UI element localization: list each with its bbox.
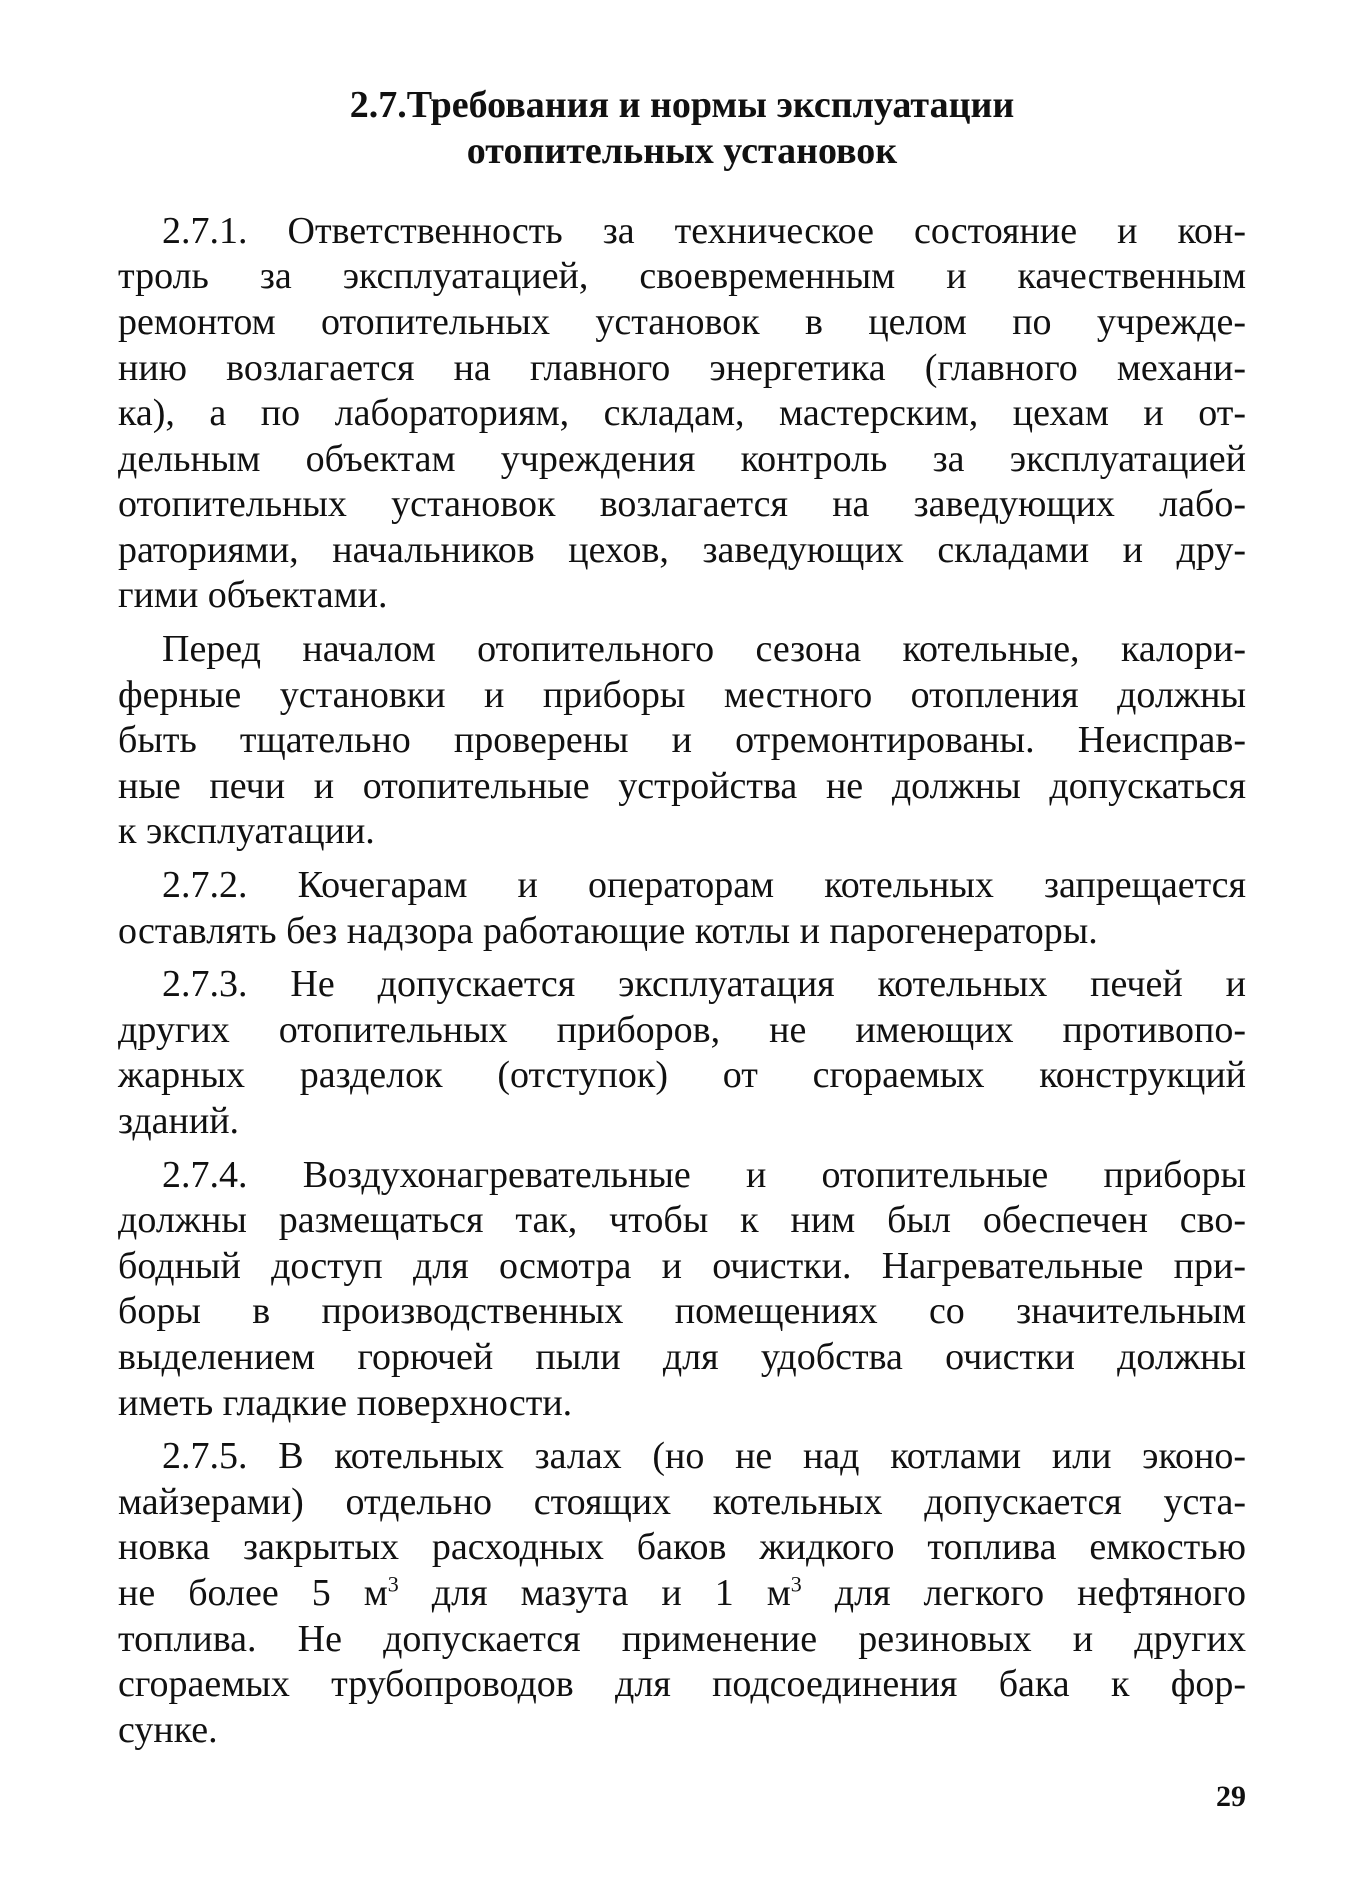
paragraph-2-7-1 xyxy=(118,209,1246,619)
paragraph-2-7-5 xyxy=(118,1434,1246,1753)
paragraph-2-7-2 xyxy=(118,863,1246,954)
text-line: майзерами) отдельно стоящих котельных допускается уста- xyxy=(118,1480,1246,1523)
section-title-part-1: Требования и нормы эксплуатации xyxy=(406,84,1015,126)
text-line: других отопительных приборов, не имеющих противопо- xyxy=(118,1008,1246,1051)
text-line: нию возлагается на главного энергетика (главного механи- xyxy=(118,346,1246,389)
text-line: зданий. xyxy=(118,1100,240,1142)
text-line: быть тщательно проверены и отремонтированы. Неисправ- xyxy=(118,719,1246,762)
text-line: иметь гладкие поверхности. xyxy=(118,1381,573,1424)
text-line: должны размещаться так, чтобы к ним был обеспечен сво- xyxy=(118,1199,1246,1242)
section-heading-line-2: отопительных установок xyxy=(466,130,898,173)
text-line: ные печи и отопительные устройства не должны допускаться xyxy=(118,764,1246,807)
volume-text-c: для легкого нефтяного xyxy=(801,1571,1246,1614)
text-line: ферные установки и приборы местного отопления должны xyxy=(118,673,1246,716)
body-text xyxy=(118,209,1246,1754)
text-line: Перед началом отопительного сезона котельные, калори- xyxy=(162,628,1246,671)
superscript-cubic: 3 xyxy=(387,1571,399,1597)
text-line: боры в производственных помещениях со значительным xyxy=(118,1290,1246,1333)
text-line: 2.7.1. Ответственность за техническое состояние и кон- xyxy=(162,209,1246,252)
text-line: раториями, начальников цехов, заведующих складами и дру- xyxy=(118,528,1246,571)
superscript-cubic: 3 xyxy=(790,1571,802,1597)
text-line: к эксплуатации. xyxy=(118,810,375,853)
text-line: сунке. xyxy=(118,1708,218,1751)
text-line: оставлять без надзора работающие котлы и парогенераторы. xyxy=(118,909,1098,952)
text-line: дельным объектам учреждения контроль за эксплуатацией xyxy=(118,437,1246,480)
text-line: троль за эксплуатацией, своевременным и качественным xyxy=(118,255,1246,298)
volume-text-a: не более 5 м xyxy=(118,1571,388,1614)
paragraph-2-7-3 xyxy=(118,962,1246,1144)
text-line: 2.7.3. Не допускается эксплуатация котельных печей и xyxy=(162,963,1246,1006)
section-heading-line-1 xyxy=(118,82,1246,128)
section-number: 2.7. xyxy=(349,84,407,126)
text-line: отопительных установок возлагается на заведующих лабо- xyxy=(118,483,1246,526)
text-line: 2.7.5. В котельных залах (но не над котлами или эконо- xyxy=(162,1435,1246,1478)
section-heading xyxy=(118,82,1246,175)
text-line: гими объектами. xyxy=(118,574,388,617)
text-line: выделением горючей пыли для удобства очистки должны xyxy=(118,1335,1246,1378)
text-line: топлива. Не допускается применение резиновых и других xyxy=(118,1617,1246,1660)
page-number: 29 xyxy=(1216,1780,1246,1813)
text-line: сгораемых трубопроводов для подсоединения бака к фор- xyxy=(118,1663,1246,1706)
text-line: новка закрытых расходных баков жидкого топлива емкостью xyxy=(118,1526,1246,1569)
paragraph-heating-season xyxy=(118,627,1246,855)
text-line: ка), а по лабораториям, складам, мастерским, цехам и от- xyxy=(118,392,1246,435)
text-line: ремонтом отопительных установок в целом по учрежде- xyxy=(118,300,1246,343)
text-line: 2.7.2. Кочегарам и операторам котельных запрещается xyxy=(162,864,1246,907)
document-page xyxy=(118,82,1246,1822)
text-line: жарных разделок (отступок) от сгораемых конструкций xyxy=(118,1054,1246,1097)
text-line-volume xyxy=(118,1571,1246,1617)
paragraph-2-7-4 xyxy=(118,1153,1246,1427)
text-line: 2.7.4. Воздухонагревательные и отопительные приборы xyxy=(162,1153,1246,1196)
text-line: бодный доступ для осмотра и очистки. Нагревательные при- xyxy=(118,1244,1246,1287)
volume-text-b: для мазута и 1 м xyxy=(398,1571,791,1614)
